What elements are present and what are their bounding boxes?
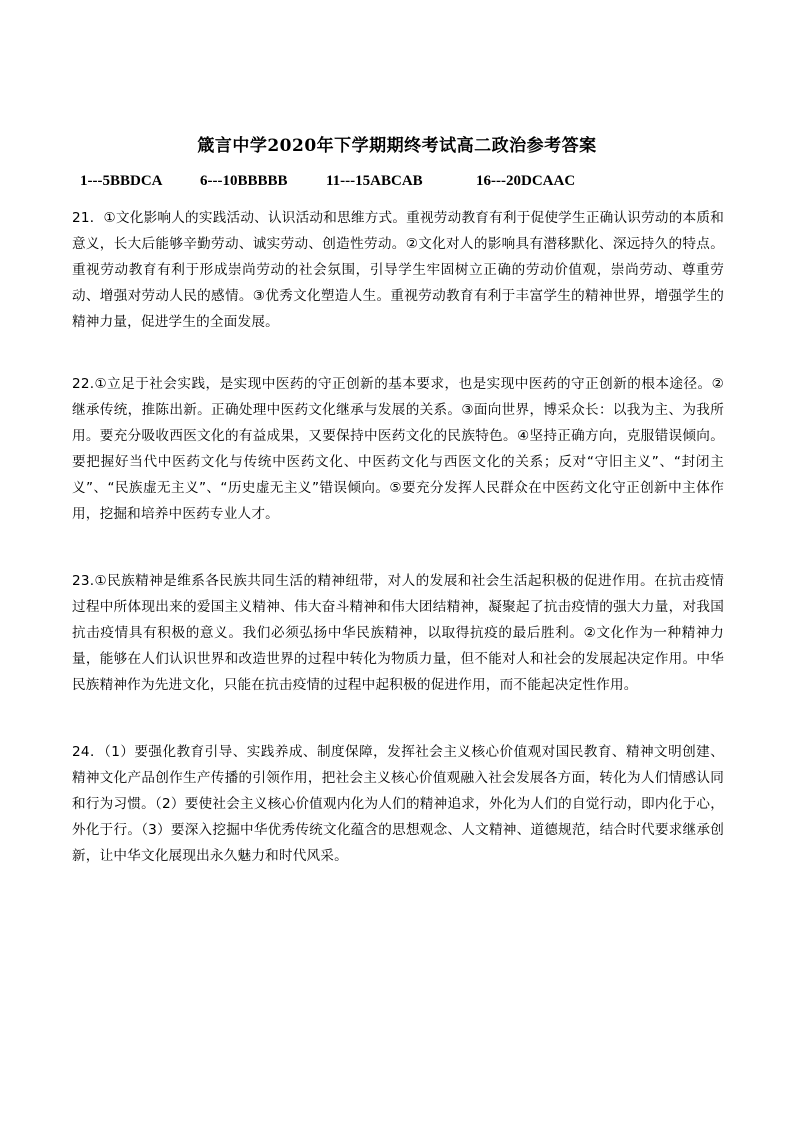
multiple-choice-answer-key xyxy=(0,173,794,193)
page-title: 箴言中学2020年下学期期终考试高二政治参考答案 xyxy=(197,136,597,156)
answer-question-23: 23.①民族精神是维系各民族共同生活的精神纽带，对人的发展和社会生活起积极的促进作用。在抗击疫情过程中所体现出来的爱国主义精神、伟大奋斗精神和伟大团结精神，凝聚起了抗击疫情的强大力量，对我国抗击疫情具有积极的意义。我们必须弘扬中华民族精神，以取得抗疫的最后胜利。②文化作为一种精神力量，能够在人们认识世界和改造世界的过程中转化为物质力量，但不能对人和社会的发展起决定作用。中华民族精神作为先进文化，只能在抗击疫情的过程中起积极的促进作用，而不能起决定性作用。 xyxy=(72,573,724,693)
answer-group-11-15: 11---15ABCAB xyxy=(326,173,423,189)
answer-question-24: 24．（1）要强化教育引导、实践养成、制度保障，发挥社会主义核心价值观对国民教育、精神文明创建、精神文化产品创作生产传播的引领作用，把社会主义核心价值观融入社会发展各方面，转化为人们情感认同和行为习惯。（2）要使社会主义核心价值观内化为人们的精神追求，外化为人们的自觉行动，即内化于心，外化于行。（3）要深入挖掘中华优秀传统文化蕴含的思想观念、人文精神、道德规范，结合时代要求继承创新，让中华文化展现出永久魅力和时代风采。 xyxy=(72,744,724,864)
answer-question-21: 21．①文化影响人的实践活动、认识活动和思维方式。重视劳动教育有利于促使学生正确认识劳动的本质和意义，长大后能够辛勤劳动、诚实劳动、创造性劳动。②文化对人的影响具有潜移默化、深远持久的特点。重视劳动教育有利于形成崇尚劳动的社会氛围，引导学生牢固树立正确的劳动价值观，崇尚劳动、尊重劳动、增强对劳动人民的感情。③优秀文化塑造人生。重视劳动教育有利于丰富学生的精神世界，增强学生的精神力量，促进学生的全面发展。 xyxy=(72,210,724,330)
answer-group-16-20: 16---20DCAAC xyxy=(476,173,576,189)
answer-question-22: 22.①立足于社会实践，是实现中医药的守正创新的基本要求，也是实现中医药的守正创新的根本途径。②继承传统，推陈出新。正确处理中医药文化继承与发展的关系。③面向世界，博采众长：以我为主、为我所用。要充分吸收西医文化的有益成果，又要保持中医药文化的民族特色。④坚持正确方向，克服错误倾向。要把握好当代中医药文化与传统中医药文化、中医药文化与西医文化的关系；反对“守旧主义”、“封闭主义”、“民族虚无主义”、“历史虚无主义”错误倾向。⑤要充分发挥人民群众在中医药文化守正创新中主体作用，挖掘和培养中医药专业人才。 xyxy=(72,376,724,522)
answer-group-6-10: 6---10BBBBB xyxy=(200,173,288,189)
answer-group-1-5: 1---5BBDCA xyxy=(80,173,163,189)
